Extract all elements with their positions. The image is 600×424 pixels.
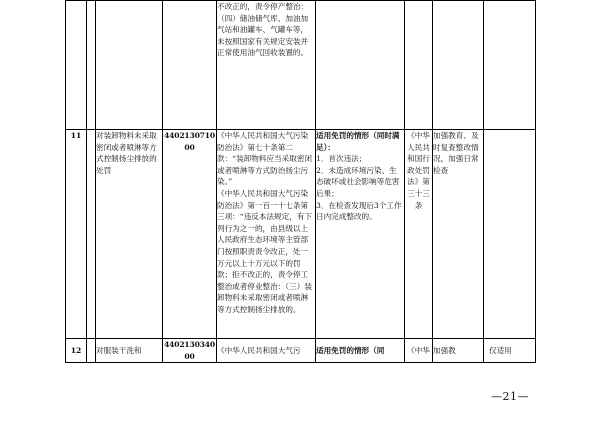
exemption-table: [65, 0, 536, 363]
condition-item: 2．未造成环境污染、生态破坏或社会影响等危害后果；: [316, 165, 400, 198]
exemption-condition: [316, 1, 405, 130]
applicable-law: [405, 1, 433, 130]
table-row: [66, 339, 536, 363]
basis-paragraph: 《中华人民共和国大气污染防治法》第七十条第二款：“装卸物料应当采取密闭或者喷淋等方式防治扬尘污染。”: [217, 131, 313, 187]
row-number: 12: [66, 339, 87, 363]
basis-paragraph: 《中华人民共和国大气污: [217, 346, 301, 356]
legal-basis: [217, 339, 316, 363]
condition-item: 3．在检查发现后3个工作日内完成整改的。: [316, 200, 402, 222]
basis-paragraph: （四）储油储气库、加油加气站和油罐车、气罐车等，未按照国家有关规定安装并正常使用油气回收装置的。: [217, 13, 309, 58]
follow-up-measure: [433, 1, 484, 130]
note-cell: [484, 130, 536, 339]
legal-basis: [217, 130, 316, 339]
item-name: [96, 1, 163, 130]
applicable-law: 《中华: [405, 339, 433, 363]
page-number: —21—: [491, 390, 529, 403]
spacer-cell: [87, 339, 96, 363]
item-code: [163, 1, 217, 130]
condition-item: 1．首次违法；: [316, 154, 367, 164]
table-row: [66, 1, 536, 130]
item-code: 440213071000: [163, 130, 217, 339]
condition-heading: 适用免罚的情形（同: [316, 346, 385, 356]
note-cell: 仅适用: [484, 339, 536, 363]
applicable-law: 《中华人民共和国行政处罚法》第三十三条: [405, 130, 433, 339]
spacer-cell: [87, 1, 96, 130]
spacer-cell: [87, 130, 96, 339]
table-row: [66, 130, 536, 339]
legal-basis: [217, 1, 316, 130]
exemption-condition: [316, 339, 405, 363]
basis-paragraph: 《中华人民共和国大气污染防治法》第一百一十七条第三项：“违反本法规定，有下列行为之一的，由县级以上人民政府生态环境等主管部门按照职责责令改正，处一万元以上十万元以下的罚款；拒不改正的，责令停工整治或者停业整治：（三）装卸物料未采取密闭或者喷淋等方式控制扬尘排放的。: [217, 188, 313, 314]
follow-up-measure: 加强教育、及时复查整改情况，加强日常检查: [433, 130, 484, 339]
row-number: 11: [66, 130, 87, 339]
basis-paragraph: 不改正的，责令停产整治：: [217, 2, 309, 11]
condition-heading: 适用免罚的情形（同时满足）：: [316, 131, 400, 152]
follow-up-measure: 加强教: [433, 339, 484, 363]
item-name: 对装卸物料未采取密闭或者喷淋等方式控制扬尘排放的处罚: [96, 130, 163, 339]
note-cell: [484, 1, 536, 130]
item-code: 440213034000: [163, 339, 217, 363]
exemption-condition: [316, 130, 405, 339]
item-name: 对服装干洗和: [96, 339, 163, 363]
row-number: [66, 1, 87, 130]
